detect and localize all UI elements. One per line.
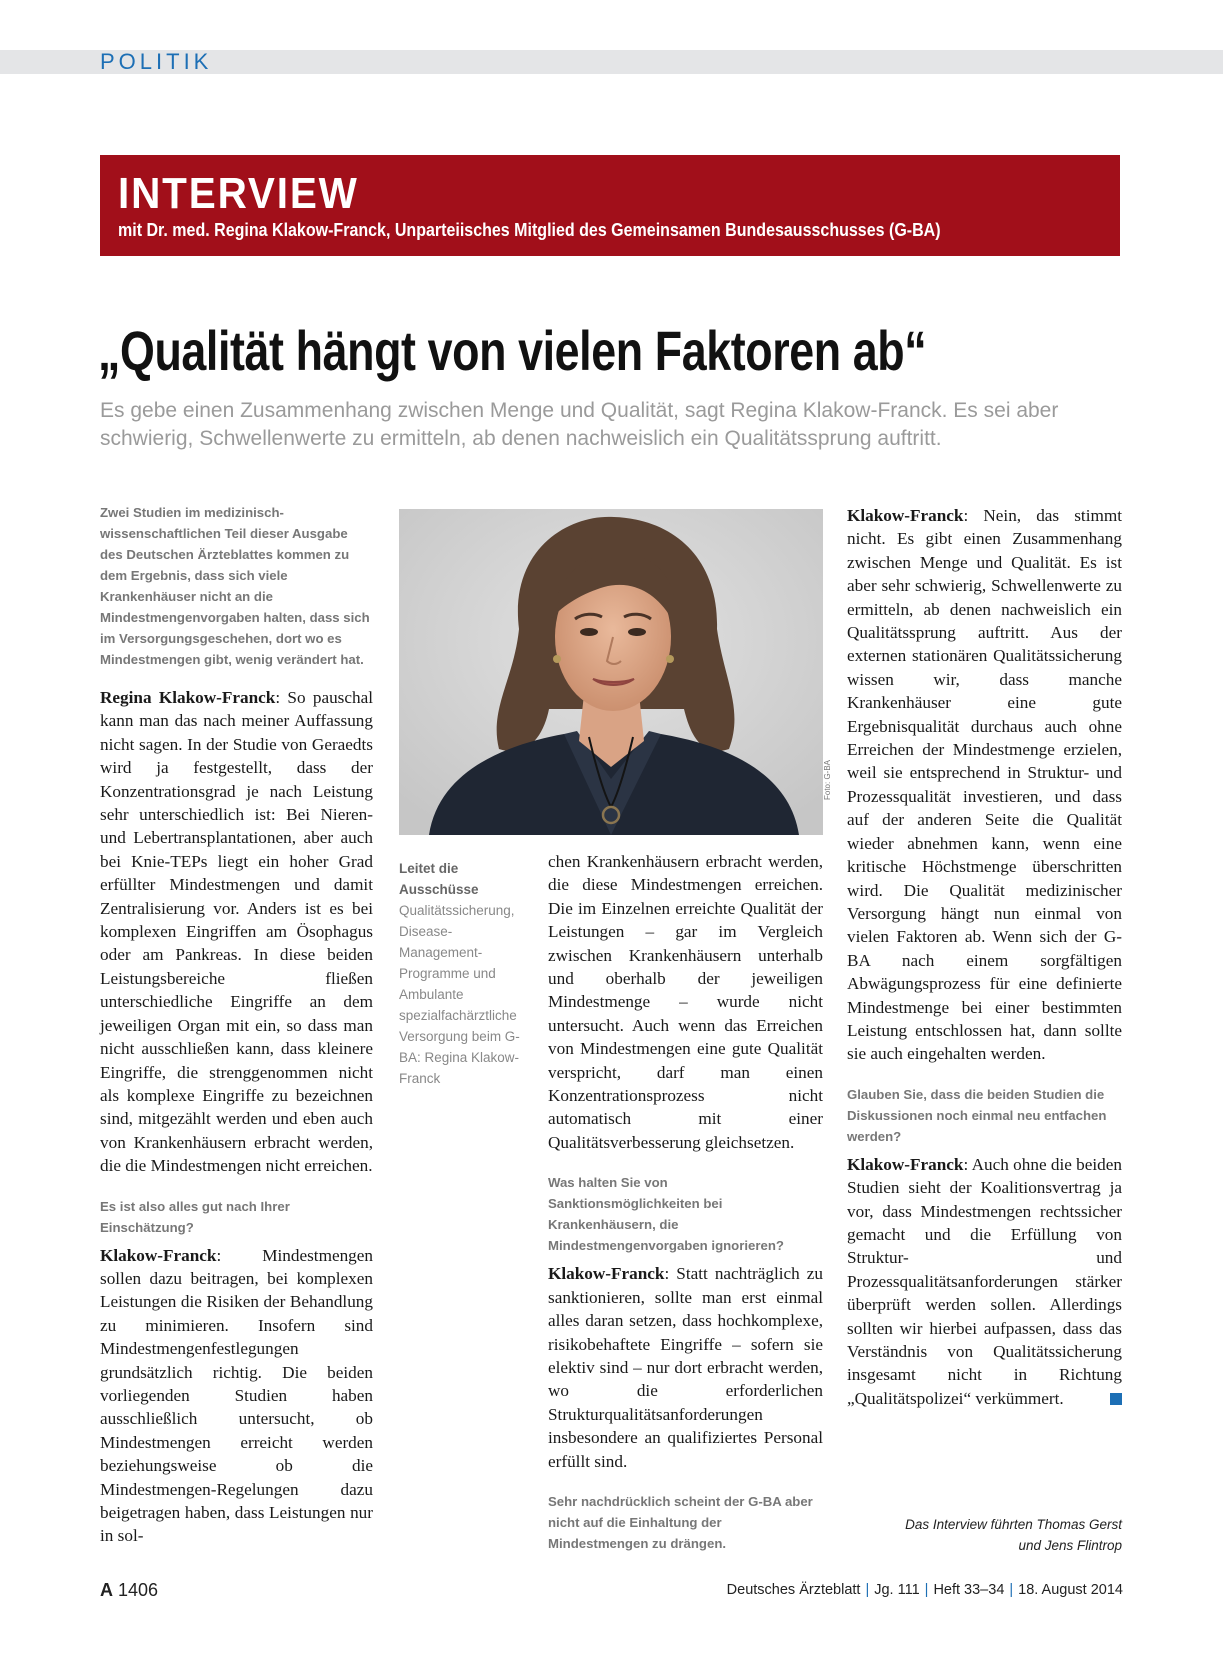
section-label: POLITIK bbox=[100, 49, 213, 74]
answer-paragraph bbox=[847, 1153, 1122, 1410]
answer-text: : Nein, das stimmt nicht. Es gibt einen Zusammenhang zwischen Menge und Qualität. Es ist aber sehr schwierig, Schwellenwerte zu ermitteln, ab denen nachweislich ein Qualitätssprung auftritt. Aus der externen stationären Qualitätssicherung wissen wir, dass manche Krankenhäuser eine gute Ergebnisqualität durchaus auch ohne Erreichen der Mindestmenge erzielen, weil sie entsprechend in Struktur- und Prozessqualität investieren, und dass auf der anderen Seite die Qualität wieder abnehmen kann, wenn eine kritische Höchstmenge überschritten wird. Die Qualität medizinischer Versorgung hängt nun einmal von vielen Faktoren ab. Wenn sich der G-BA nach einem sorgfältigen Abwägungsprozess für eine definierte Mindestmenge bei einer bestimmten Leistung entschlossen hat, dann sollte sie auch eingehalten werden. bbox=[847, 506, 1122, 1064]
interview-subtitle: mit Dr. med. Regina Klakow-Franck, Unparteiisches Mitglied des Gemeinsamen Bundesausschusses (G-BA) bbox=[118, 220, 941, 240]
interview-question: Sehr nachdrücklich scheint der G-BA aber nicht auf die Einhaltung der Mindestmengen zu drängen. bbox=[548, 1493, 813, 1551]
answer-text: : Auch ohne die beiden Studien sieht der Koalitionsvertrag ja vor, dass Mindestmengen rechtssicher gemacht und die Erfüllung von Struktur- und Prozessqualitätsanforderungen stärker überprüft werden sollen. Allerdings sollten wir hierbei aufpassen, dass das Verständnis von Qualitätssicherung insgesamt nicht in Richtung „Qualitätspolizei“ verkümmert. bbox=[847, 1154, 1122, 1408]
page-number bbox=[100, 1580, 158, 1601]
speaker-name: Klakow-Franck bbox=[100, 1245, 217, 1265]
journal-name: Deutsches Ärzteblatt bbox=[726, 1582, 861, 1598]
volume: Jg. 111 bbox=[874, 1582, 920, 1598]
interview-question: Es ist also alles gut nach Ihrer Einschätzung? bbox=[100, 1198, 290, 1235]
interview-question: Was halten Sie von Sanktionsmöglichkeiten bei Krankenhäusern, die Mindestmengenvorgaben ignorieren? bbox=[548, 1175, 784, 1254]
separator: | bbox=[1009, 1582, 1014, 1598]
caption-text: Qualitätssicherung, Disease-Management-Programme und Ambulante spezialfachärztliche Versorgung beim G-BA: Regina Klakow-Franck bbox=[399, 903, 520, 1086]
issue-date: 18. August 2014 bbox=[1018, 1582, 1123, 1598]
answer-text: : Statt nachträglich zu sanktionieren, sollte man erst einmal alles daran setzen, dass hochkomplexe, risikobehaftete Eingriffe – sofern sie elektiv sind – nur dort erbracht werden, wo die erforderlichen Strukturqualitätsanforderungen insbesondere an qualifiziertes Personal erfüllt sind. bbox=[548, 1264, 823, 1471]
article-headline: „Qualität hängt von vielen Faktoren ab“ bbox=[98, 319, 927, 382]
speaker-name: Klakow-Franck bbox=[847, 506, 964, 525]
portrait-photo bbox=[399, 509, 823, 835]
answer-text: : Mindestmengen sollen dazu beitragen, bei komplexen Leistungen die Risiken der Behandlung zu minimieren. Insofern sind Mindestmengenfestlegungen grundsätzlich richtig. Die beiden vorliegenden Studien haben ausschließlich untersucht, ob Mindestmengen erreicht werden beziehungsweise ob die Mindestmengen-Regelungen dazu beigetragen haben, dass Leistungen nur in sol- bbox=[100, 1245, 373, 1546]
speaker-name: Regina Klakow-Franck bbox=[100, 688, 276, 707]
answer-paragraph bbox=[548, 1262, 823, 1473]
interview-credit bbox=[847, 1514, 1122, 1556]
publication-info bbox=[727, 1582, 1123, 1598]
article-column-1 bbox=[100, 502, 373, 1548]
answer-text: : So pauschal kann man das nach meiner Auffassung nicht sagen. In der Studie von Geraedts wird ja festgestellt, dass der Konzentrationsgrad je nach Leistung sehr unterschiedlich ist: Bei Nieren- und Lebertransplantationen, aber auch bei Knie-TEPs liegt ein hoher Grad erfüllter Mindestmengen und damit Zentralisierung vor. Anders ist es bei komplexen Eingriffen am Ösophagus oder am Pankreas. In diese beiden Leistungsbereiche fließen unterschiedliche Eingriffe an dem jeweiligen Organ mit ein, so dass man nicht ausschließen kann, dass kleinere Eingriffe, die strenggenommen nicht als komplexe Eingriffe zu bezeichnen sind, mitgezählt werden und eben auch von Krankenhäusern erbracht werden, die die Mindestmengen nicht erreichen. bbox=[100, 688, 374, 1176]
credit-line: Das Interview führten Thomas Gerst bbox=[905, 1517, 1122, 1532]
separator: | bbox=[924, 1582, 929, 1598]
article-column-2 bbox=[548, 850, 823, 1554]
interview-banner bbox=[100, 155, 1120, 256]
end-of-article-mark bbox=[1110, 1393, 1122, 1405]
photo-caption bbox=[399, 858, 529, 1089]
separator: | bbox=[865, 1582, 870, 1598]
portrait-illustration bbox=[399, 509, 823, 835]
article-column-3 bbox=[847, 504, 1122, 1410]
answer-paragraph bbox=[100, 686, 373, 1178]
article-lead: Es gebe einen Zusammenhang zwischen Menge und Qualität, sagt Regina Klakow-Franck. Es sei aber schwierig, Schwellenwerte zu ermitteln, ab denen nachweislich ein Qualitätssprung auftritt. bbox=[100, 399, 1059, 450]
answer-paragraph bbox=[100, 1244, 373, 1548]
caption-bold: Leitet die Ausschüsse bbox=[399, 861, 479, 897]
answer-paragraph bbox=[847, 504, 1122, 1066]
interview-question: Glauben Sie, dass die beiden Studien die Diskussionen noch einmal neu entfachen werden? bbox=[847, 1086, 1107, 1144]
issue: Heft 33–34 bbox=[933, 1582, 1005, 1598]
photo-credit: Foto: G-BA bbox=[823, 759, 832, 800]
interview-title: INTERVIEW bbox=[118, 169, 359, 218]
speaker-name: Klakow-Franck bbox=[548, 1264, 665, 1284]
speaker-name: Klakow-Franck bbox=[847, 1154, 964, 1174]
answer-continuation: chen Krankenhäusern erbracht werden, die diese Mindestmengen erreichen. Die im Einzelnen erreichte Qualität der Leistungen – gar im Vergleich zwischen Krankenhäusern unterhalb und oberhalb der jeweiligen Mindestmenge – wurde nicht untersucht. Auch wenn das Erreichen von Mindestmengen eine gute Qualität verspricht, darf man einen Konzentrationsprozess nicht automatisch mit einer Qualitätsverbesserung gleichsetzen. bbox=[548, 852, 823, 1152]
page-number-value: 1406 bbox=[118, 1580, 159, 1600]
intro-question: Zwei Studien im medizinisch-wissenschaftlichen Teil dieser Ausgabe des Deutschen Ärzteblattes kommen zu dem Ergebnis, dass sich viele Krankenhäuser nicht an die Mindestmengenvorgaben halten, dass sich im Versorgungsgeschehen, dort wo es Mindestmengen gibt, wenig verändert hat. bbox=[100, 505, 370, 667]
page-prefix: A bbox=[100, 1580, 113, 1600]
credit-line: und Jens Flintrop bbox=[1018, 1538, 1122, 1553]
